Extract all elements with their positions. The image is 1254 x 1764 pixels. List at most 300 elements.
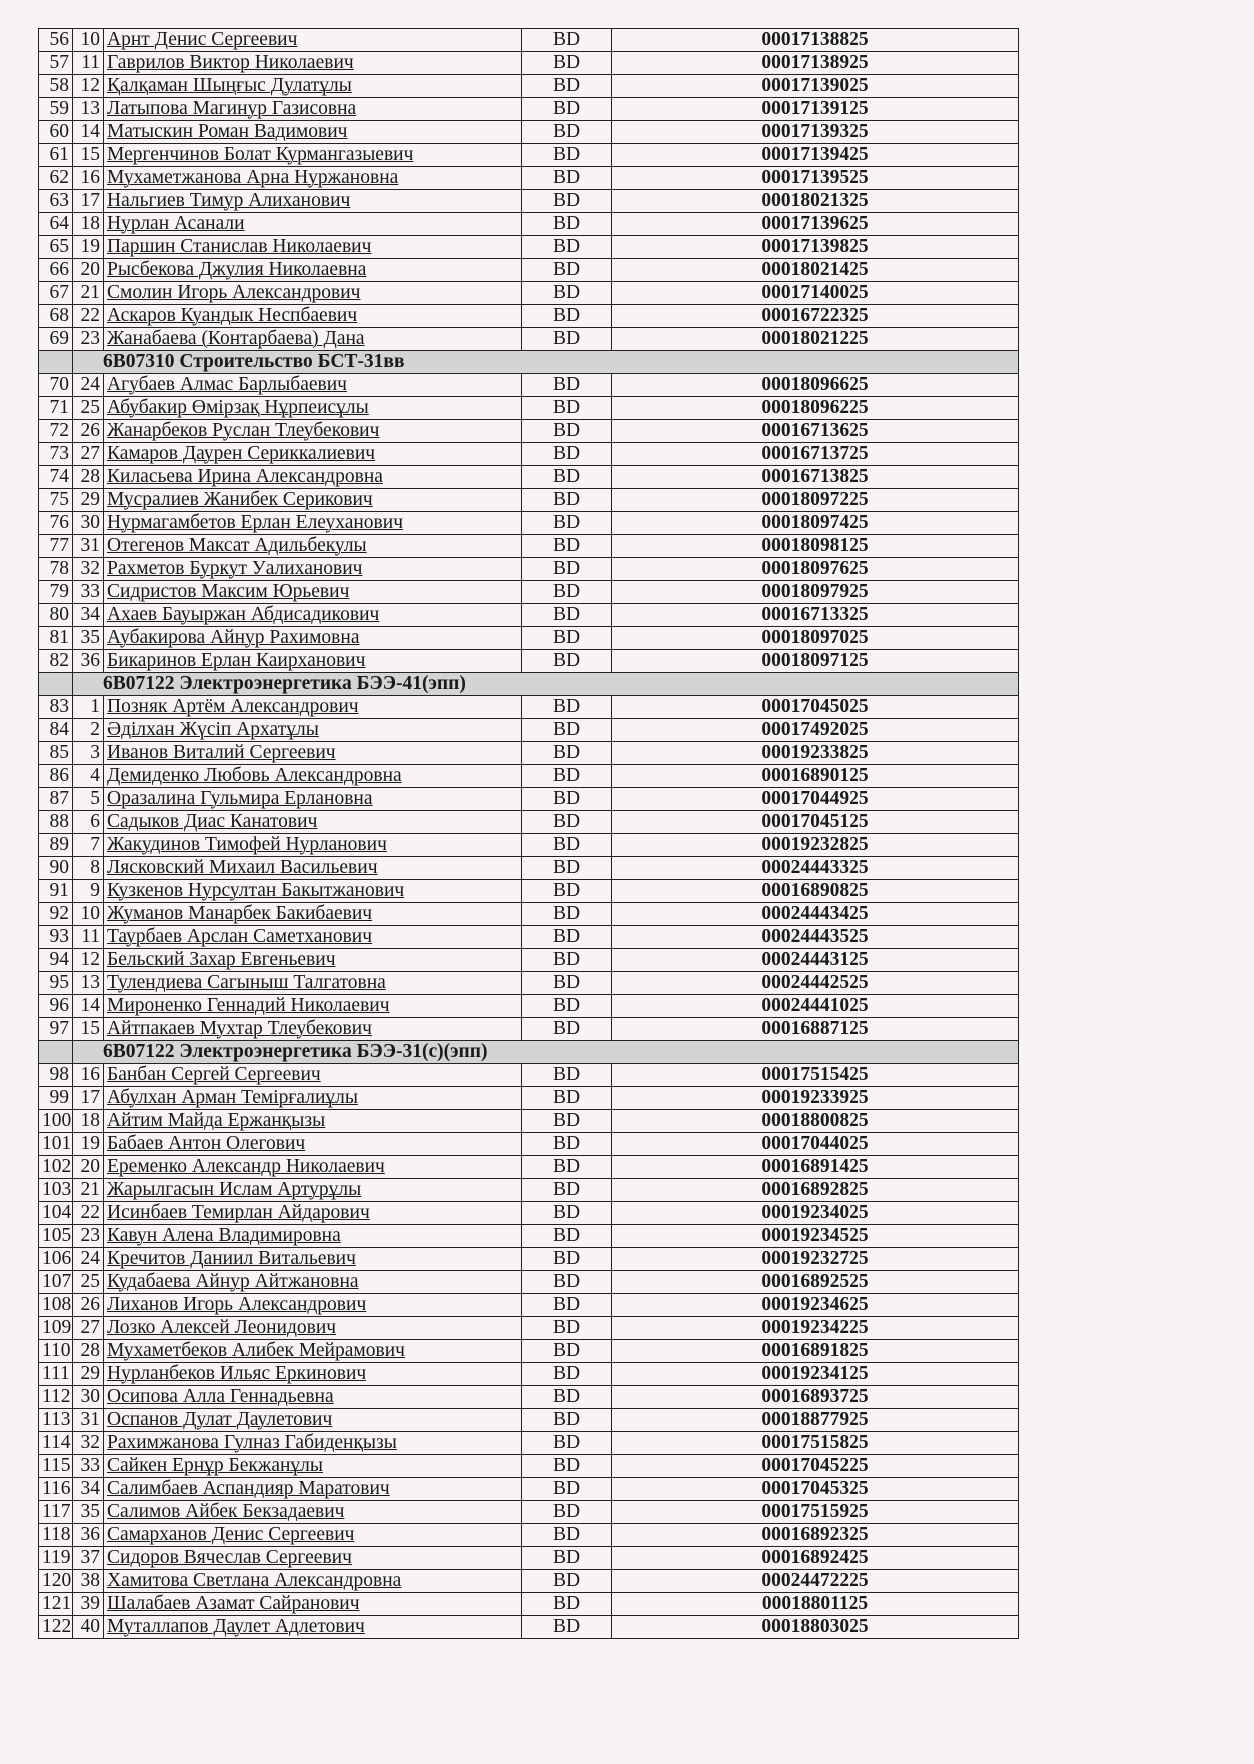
student-name-cell: Лясковский Михаил Васильевич [104,857,522,880]
row-number-cell: 76 [39,512,73,535]
table-row [39,949,1019,972]
student-name-cell: Бельский Захар Евгеньевич [104,949,522,972]
student-name-cell: Иванов Виталий Сергеевич [104,742,522,765]
student-list-table [38,28,1019,1639]
id-number-cell: 00017044925 [612,788,1019,811]
group-index-cell: 35 [73,627,104,650]
student-name-cell: Матыскин Роман Вадимович [104,121,522,144]
student-name-cell: Рахметов Буркут Уалиханович [104,558,522,581]
student-name-cell: Оразалина Гульмира Ерлановна [104,788,522,811]
row-number-cell: 121 [39,1593,73,1616]
table-row [39,236,1019,259]
student-name-cell: Исинбаев Темирлан Айдарович [104,1202,522,1225]
group-index-cell: 36 [73,650,104,673]
table-row [39,880,1019,903]
type-code-cell: BD [522,1570,612,1593]
row-number-cell: 80 [39,604,73,627]
id-number-cell: 00024441025 [612,995,1019,1018]
table-row [39,75,1019,98]
row-number-cell: 106 [39,1248,73,1271]
row-number-cell: 57 [39,52,73,75]
type-code-cell: BD [522,1386,612,1409]
group-index-cell: 14 [73,995,104,1018]
table-row [39,328,1019,351]
group-index-cell: 19 [73,236,104,259]
group-index-cell: 35 [73,1501,104,1524]
row-number-cell: 59 [39,98,73,121]
student-name-cell: Хамитова Светлана Александровна [104,1570,522,1593]
student-name-cell: Отегенов Максат Адильбекулы [104,535,522,558]
group-title: 6В07122 Электроэнергетика БЭЭ-31(с)(эпп) [73,1041,1019,1064]
id-number-cell: 00016713825 [612,466,1019,489]
type-code-cell: BD [522,1478,612,1501]
id-number-cell: 00016893725 [612,1386,1019,1409]
type-code-cell: BD [522,1133,612,1156]
student-name-cell: Жакудинов Тимофей Нурланович [104,834,522,857]
type-code-cell: BD [522,1248,612,1271]
id-number-cell: 00017515825 [612,1432,1019,1455]
type-code-cell: BD [522,1179,612,1202]
id-number-cell: 00019234625 [612,1294,1019,1317]
type-code-cell: BD [522,466,612,489]
group-index-cell: 12 [73,949,104,972]
row-number-cell: 75 [39,489,73,512]
group-index-cell: 24 [73,1248,104,1271]
group-title: 6В07310 Строительство БСТ-31вв [73,351,1019,374]
type-code-cell: BD [522,604,612,627]
row-number-cell: 110 [39,1340,73,1363]
id-number-cell: 00018021225 [612,328,1019,351]
id-number-cell: 00018097925 [612,581,1019,604]
type-code-cell: BD [522,1455,612,1478]
table-row [39,167,1019,190]
group-index-cell: 38 [73,1570,104,1593]
type-code-cell: BD [522,926,612,949]
type-code-cell: BD [522,650,612,673]
student-name-cell: Кречитов Даниил Витальевич [104,1248,522,1271]
type-code-cell: BD [522,374,612,397]
student-name-cell: Салимбаев Аспандияр Маратович [104,1478,522,1501]
table-row [39,305,1019,328]
group-index-cell: 22 [73,305,104,328]
id-number-cell: 00016892525 [612,1271,1019,1294]
student-name-cell: Садыков Диас Канатович [104,811,522,834]
group-index-cell: 16 [73,1064,104,1087]
row-number-cell: 61 [39,144,73,167]
group-index-cell: 28 [73,1340,104,1363]
row-number-cell: 78 [39,558,73,581]
student-name-cell: Оспанов Дулат Даулетович [104,1409,522,1432]
group-index-cell: 11 [73,926,104,949]
student-name-cell: Кавун Алена Владимировна [104,1225,522,1248]
id-number-cell: 00016890125 [612,765,1019,788]
row-number-cell: 105 [39,1225,73,1248]
table-row [39,121,1019,144]
id-number-cell: 00017492025 [612,719,1019,742]
row-number-cell: 74 [39,466,73,489]
student-name-cell: Банбан Сергей Сергеевич [104,1064,522,1087]
type-code-cell: BD [522,581,612,604]
id-number-cell: 00017139625 [612,213,1019,236]
row-number-cell: 118 [39,1524,73,1547]
table-row [39,1294,1019,1317]
row-number-cell: 66 [39,259,73,282]
type-code-cell: BD [522,1064,612,1087]
group-index-cell: 21 [73,1179,104,1202]
table-row [39,742,1019,765]
group-index-cell: 5 [73,788,104,811]
student-name-cell: Нальгиев Тимур Алиханович [104,190,522,213]
table-row [39,972,1019,995]
row-number-cell: 94 [39,949,73,972]
group-index-cell: 8 [73,857,104,880]
type-code-cell: BD [522,995,612,1018]
student-name-cell: Рахимжанова Гулназ Габиденқызы [104,1432,522,1455]
group-header-blank-cell [39,351,73,374]
type-code-cell: BD [522,949,612,972]
table-row [39,1225,1019,1248]
id-number-cell: 00018803025 [612,1616,1019,1639]
table-row [39,282,1019,305]
group-header-blank-cell [39,1041,73,1064]
id-number-cell: 00019233925 [612,1087,1019,1110]
group-header-blank-cell [39,673,73,696]
id-number-cell: 00016713625 [612,420,1019,443]
group-index-cell: 18 [73,1110,104,1133]
type-code-cell: BD [522,558,612,581]
group-index-cell: 20 [73,259,104,282]
row-number-cell: 87 [39,788,73,811]
id-number-cell: 00017139325 [612,121,1019,144]
table-row [39,1570,1019,1593]
id-number-cell: 00018097625 [612,558,1019,581]
student-name-cell: Киласьева Ирина Александровна [104,466,522,489]
table-row [39,558,1019,581]
id-number-cell: 00018097125 [612,650,1019,673]
row-number-cell: 85 [39,742,73,765]
row-number-cell: 99 [39,1087,73,1110]
type-code-cell: BD [522,696,612,719]
student-name-cell: Кузкенов Нурсултан Бакытжанович [104,880,522,903]
table-row [39,443,1019,466]
group-index-cell: 16 [73,167,104,190]
table-row [39,489,1019,512]
table-row [39,1202,1019,1225]
student-name-cell: Кудабаева Айнур Айтжановна [104,1271,522,1294]
group-index-cell: 1 [73,696,104,719]
student-name-cell: Сайкен Ернұр Бекжанұлы [104,1455,522,1478]
group-index-cell: 33 [73,581,104,604]
id-number-cell: 00016892325 [612,1524,1019,1547]
row-number-cell: 102 [39,1156,73,1179]
table-row [39,719,1019,742]
student-name-cell: Мусралиев Жанибек Серикович [104,489,522,512]
id-number-cell: 00018097025 [612,627,1019,650]
table-row [39,1179,1019,1202]
type-code-cell: BD [522,305,612,328]
type-code-cell: BD [522,1110,612,1133]
id-number-cell: 00018021425 [612,259,1019,282]
table-row [39,1547,1019,1570]
student-name-cell: Лозко Алексей Леонидович [104,1317,522,1340]
id-number-cell: 00019233825 [612,742,1019,765]
id-number-cell: 00017045025 [612,696,1019,719]
type-code-cell: BD [522,834,612,857]
type-code-cell: BD [522,857,612,880]
row-number-cell: 79 [39,581,73,604]
id-number-cell: 00018097425 [612,512,1019,535]
id-number-cell: 00017044025 [612,1133,1019,1156]
student-name-cell: Камаров Даурен Сериккалиевич [104,443,522,466]
student-name-cell: Жанабаева (Контарбаева) Дана [104,328,522,351]
student-name-cell: Арнт Денис Сергеевич [104,29,522,52]
row-number-cell: 93 [39,926,73,949]
group-index-cell: 26 [73,420,104,443]
table-body [39,29,1019,1639]
student-name-cell: Жанарбеков Руслан Тлеубекович [104,420,522,443]
student-name-cell: Бикаринов Ерлан Каирханович [104,650,522,673]
table-row [39,1524,1019,1547]
id-number-cell: 00017515925 [612,1501,1019,1524]
id-number-cell: 00019234025 [612,1202,1019,1225]
group-index-cell: 39 [73,1593,104,1616]
table-row [39,857,1019,880]
type-code-cell: BD [522,1202,612,1225]
group-title: 6В07122 Электроэнергетика БЭЭ-41(эпп) [73,673,1019,696]
table-row [39,512,1019,535]
id-number-cell: 00016722325 [612,305,1019,328]
row-number-cell: 90 [39,857,73,880]
group-index-cell: 15 [73,144,104,167]
type-code-cell: BD [522,1156,612,1179]
row-number-cell: 109 [39,1317,73,1340]
id-number-cell: 00017139825 [612,236,1019,259]
row-number-cell: 73 [39,443,73,466]
student-name-cell: Еременко Александр Николаевич [104,1156,522,1179]
row-number-cell: 68 [39,305,73,328]
group-index-cell: 30 [73,1386,104,1409]
student-name-cell: Салимов Айбек Бекзадаевич [104,1501,522,1524]
table-row [39,1432,1019,1455]
table-row [39,1271,1019,1294]
id-number-cell: 00016713325 [612,604,1019,627]
group-index-cell: 36 [73,1524,104,1547]
row-number-cell: 82 [39,650,73,673]
type-code-cell: BD [522,29,612,52]
type-code-cell: BD [522,512,612,535]
group-index-cell: 27 [73,443,104,466]
id-number-cell: 00017139025 [612,75,1019,98]
student-name-cell: Демиденко Любовь Александровна [104,765,522,788]
type-code-cell: BD [522,1018,612,1041]
type-code-cell: BD [522,1409,612,1432]
group-header-row [39,673,1019,696]
student-name-cell: Осипова Алла Геннадьевна [104,1386,522,1409]
type-code-cell: BD [522,742,612,765]
id-number-cell: 00018021325 [612,190,1019,213]
row-number-cell: 107 [39,1271,73,1294]
id-number-cell: 00018098125 [612,535,1019,558]
table-row [39,1593,1019,1616]
student-name-cell: Лиханов Игорь Александрович [104,1294,522,1317]
group-index-cell: 18 [73,213,104,236]
group-index-cell: 4 [73,765,104,788]
table-row [39,213,1019,236]
group-index-cell: 29 [73,1363,104,1386]
student-name-cell: Нурланбеков Ильяс Еркинович [104,1363,522,1386]
group-index-cell: 32 [73,558,104,581]
type-code-cell: BD [522,213,612,236]
table-row [39,1455,1019,1478]
table-row [39,903,1019,926]
student-name-cell: Сидристов Максим Юрьевич [104,581,522,604]
group-index-cell: 25 [73,1271,104,1294]
table-row [39,650,1019,673]
table-row [39,788,1019,811]
table-row [39,420,1019,443]
table-row [39,834,1019,857]
row-number-cell: 91 [39,880,73,903]
type-code-cell: BD [522,259,612,282]
group-index-cell: 31 [73,535,104,558]
type-code-cell: BD [522,719,612,742]
table-row [39,535,1019,558]
student-name-cell: Нурлан Асанали [104,213,522,236]
table-row [39,52,1019,75]
type-code-cell: BD [522,420,612,443]
table-row [39,1501,1019,1524]
table-row [39,604,1019,627]
table-row [39,926,1019,949]
row-number-cell: 69 [39,328,73,351]
row-number-cell: 111 [39,1363,73,1386]
student-name-cell: Агубаев Алмас Барлыбаевич [104,374,522,397]
type-code-cell: BD [522,765,612,788]
id-number-cell: 00018877925 [612,1409,1019,1432]
id-number-cell: 00017138925 [612,52,1019,75]
type-code-cell: BD [522,1593,612,1616]
row-number-cell: 120 [39,1570,73,1593]
table-row [39,1248,1019,1271]
table-row [39,1478,1019,1501]
group-index-cell: 22 [73,1202,104,1225]
row-number-cell: 116 [39,1478,73,1501]
id-number-cell: 00019234525 [612,1225,1019,1248]
row-number-cell: 97 [39,1018,73,1041]
id-number-cell: 00017045125 [612,811,1019,834]
id-number-cell: 00016713725 [612,443,1019,466]
type-code-cell: BD [522,282,612,305]
id-number-cell: 00024443125 [612,949,1019,972]
type-code-cell: BD [522,397,612,420]
group-index-cell: 10 [73,903,104,926]
table-row [39,190,1019,213]
group-index-cell: 32 [73,1432,104,1455]
table-row [39,1386,1019,1409]
id-number-cell: 00017515425 [612,1064,1019,1087]
table-row [39,765,1019,788]
row-number-cell: 70 [39,374,73,397]
table-row [39,29,1019,52]
student-name-cell: Нурмагамбетов Ерлан Елеуханович [104,512,522,535]
row-number-cell: 71 [39,397,73,420]
group-index-cell: 2 [73,719,104,742]
id-number-cell: 00018096225 [612,397,1019,420]
row-number-cell: 77 [39,535,73,558]
type-code-cell: BD [522,1432,612,1455]
student-name-cell: Абубакир Өмірзақ Нұрпеисұлы [104,397,522,420]
row-number-cell: 112 [39,1386,73,1409]
table-row [39,397,1019,420]
student-name-cell: Смолин Игорь Александрович [104,282,522,305]
group-index-cell: 11 [73,52,104,75]
id-number-cell: 00018800825 [612,1110,1019,1133]
group-index-cell: 28 [73,466,104,489]
row-number-cell: 95 [39,972,73,995]
id-number-cell: 00016891825 [612,1340,1019,1363]
id-number-cell: 00017138825 [612,29,1019,52]
row-number-cell: 56 [39,29,73,52]
row-number-cell: 89 [39,834,73,857]
row-number-cell: 84 [39,719,73,742]
row-number-cell: 88 [39,811,73,834]
row-number-cell: 64 [39,213,73,236]
table-row [39,627,1019,650]
id-number-cell: 00016890825 [612,880,1019,903]
table-row [39,1156,1019,1179]
row-number-cell: 81 [39,627,73,650]
group-index-cell: 19 [73,1133,104,1156]
id-number-cell: 00017045325 [612,1478,1019,1501]
row-number-cell: 108 [39,1294,73,1317]
id-number-cell: 00017139125 [612,98,1019,121]
type-code-cell: BD [522,98,612,121]
type-code-cell: BD [522,190,612,213]
type-code-cell: BD [522,1616,612,1639]
type-code-cell: BD [522,972,612,995]
type-code-cell: BD [522,903,612,926]
group-index-cell: 23 [73,1225,104,1248]
type-code-cell: BD [522,1501,612,1524]
row-number-cell: 83 [39,696,73,719]
student-name-cell: Шалабаев Азамат Сайранович [104,1593,522,1616]
group-index-cell: 17 [73,1087,104,1110]
type-code-cell: BD [522,144,612,167]
row-number-cell: 92 [39,903,73,926]
row-number-cell: 103 [39,1179,73,1202]
group-index-cell: 7 [73,834,104,857]
row-number-cell: 122 [39,1616,73,1639]
row-number-cell: 113 [39,1409,73,1432]
group-index-cell: 37 [73,1547,104,1570]
student-name-cell: Айтпакаев Мухтар Тлеубекович [104,1018,522,1041]
id-number-cell: 00018097225 [612,489,1019,512]
group-index-cell: 21 [73,282,104,305]
student-name-cell: Мухаметбеков Алибек Мейрамович [104,1340,522,1363]
type-code-cell: BD [522,1547,612,1570]
student-name-cell: Жуманов Манарбек Бакибаевич [104,903,522,926]
id-number-cell: 00016891425 [612,1156,1019,1179]
group-index-cell: 17 [73,190,104,213]
id-number-cell: 00017045225 [612,1455,1019,1478]
row-number-cell: 115 [39,1455,73,1478]
student-name-cell: Жарылгасын Ислам Артурұлы [104,1179,522,1202]
id-number-cell: 00024443325 [612,857,1019,880]
student-name-cell: Латыпова Магинур Газисовна [104,98,522,121]
table-row [39,995,1019,1018]
student-name-cell: Қалқаман Шыңғыс Дулатұлы [104,75,522,98]
student-name-cell: Мухаметжанова Арна Нуржановна [104,167,522,190]
